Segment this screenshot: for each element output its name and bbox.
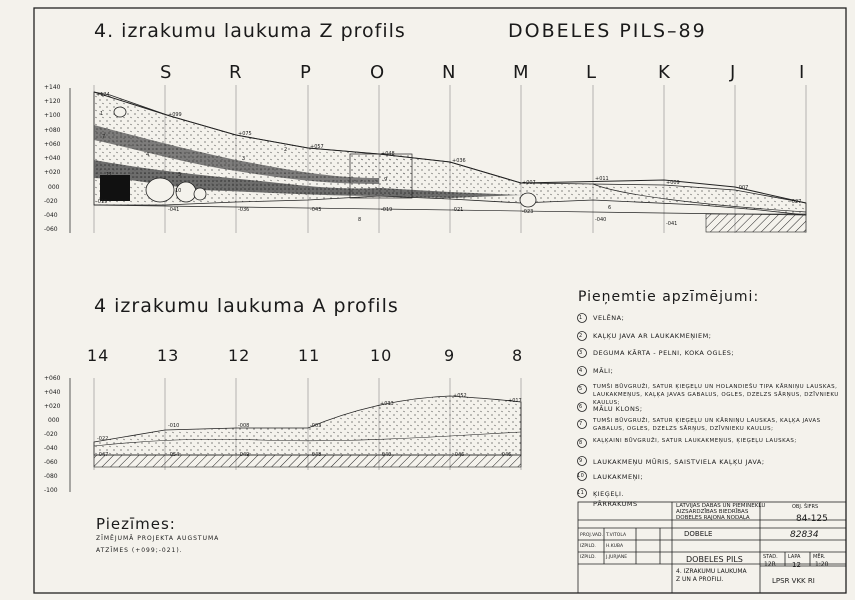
layer-number: 2 <box>284 147 288 153</box>
profile-z-black-block <box>100 175 130 201</box>
elevation-mark: +033 <box>380 401 394 407</box>
city: DOBELE <box>684 530 713 538</box>
legend-num: 2 <box>579 333 583 339</box>
y-tick: +020 <box>44 169 61 176</box>
layer-number: 3 <box>242 156 246 162</box>
elevation-mark: +011 <box>595 176 609 182</box>
column-letter: K <box>658 62 671 83</box>
legend-item: MĀLI; <box>593 367 614 375</box>
elevation-mark: -021 <box>452 207 464 213</box>
column-letter: O <box>370 62 386 83</box>
y-tick: -060 <box>44 459 58 466</box>
elevation-mark: -027 <box>790 199 802 205</box>
profile-z <box>70 85 806 233</box>
org-line: AIZSARDZĪBAS BIEDRĪBAS <box>676 509 749 515</box>
profile-z-title: 4. izrakumu laukuma Z profils <box>94 20 406 42</box>
legend-item: ĶIEĢEĻI. <box>593 490 625 498</box>
column-number: 9 <box>444 346 456 365</box>
inventory-number: 82834 <box>790 530 819 540</box>
column-number: 8 <box>512 346 524 365</box>
y-tick: 000 <box>48 184 60 191</box>
column-letter: R <box>229 62 243 83</box>
elevation-mark: +075 <box>238 131 252 137</box>
org-line: DOBELES RAJONA NODAĻA <box>676 515 750 521</box>
layer-number: 11 <box>106 172 113 178</box>
y-tick: +040 <box>44 389 61 396</box>
layer-number: 7 <box>102 134 106 140</box>
stage-value: 12R <box>764 561 776 568</box>
layer-number: 5 <box>178 172 182 178</box>
legend-item: TUMŠI BŪVGRUŽI, SATUR ĶIEĢEĻU UN HOLANDIEŠU TIPA KĀRNIŅU LAUSKAS, LAUKAKMEŅUS, KAĻĶA JAVAS GABALUS, OGLES, DZELZS SĀRŅUS, DZĪVNIEKU KAULUS; <box>593 384 839 406</box>
sheet-value: 12 <box>792 561 801 569</box>
profile-z-wall <box>350 154 412 198</box>
column-number: 12 <box>228 346 251 365</box>
legend-item: DEGUMA KĀRTA - PELNI, KOKA OGLES; <box>593 349 735 357</box>
elevation-mark: +048 <box>381 151 395 157</box>
y-tick: +120 <box>44 98 61 105</box>
legend-item: PĀRRAKUMS <box>593 500 638 508</box>
column-letter: M <box>513 62 530 83</box>
role-label: PROJ.VAD. <box>580 533 603 538</box>
role-name: T.VITOLA <box>606 533 627 538</box>
column-letter: I <box>799 62 806 83</box>
column-number: 14 <box>87 346 110 365</box>
elevation-mark: -049 <box>238 452 250 458</box>
column-number: 10 <box>370 346 393 365</box>
elevation-mark: +124 <box>96 92 110 98</box>
column-letter: L <box>586 62 598 83</box>
elevation-mark: -022 <box>97 436 109 442</box>
elevation-mark: -054 <box>168 452 180 458</box>
elevation-mark: -043 <box>310 207 322 213</box>
scale-label: MĒR. <box>813 554 826 560</box>
sheet-label: LAPA <box>788 554 801 560</box>
elevation-mark: -041 <box>666 221 678 227</box>
legend-num: 9 <box>579 458 583 464</box>
legend-num: 4 <box>579 368 583 374</box>
legend-item: MĀLU KLONS; <box>593 405 643 413</box>
profile-a-fill <box>94 396 521 455</box>
elevation-mark: -040 <box>380 452 392 458</box>
elevation-mark: -046 <box>453 452 465 458</box>
y-tick: +140 <box>44 84 61 91</box>
legend-num: 7 <box>579 421 583 427</box>
elevation-mark: -036 <box>238 207 250 213</box>
elevation-mark: +007 <box>522 180 536 186</box>
role-label: IZPILD. <box>580 555 596 560</box>
layer-number: 10 <box>175 188 182 194</box>
profile-z-hatch <box>706 214 806 232</box>
elevation-mark: -007 <box>737 185 749 191</box>
y-tick: 000 <box>48 417 60 424</box>
note-line: ATZĪMES (+099;-021). <box>96 547 183 554</box>
y-tick: -040 <box>44 445 58 452</box>
y-tick: -100 <box>44 487 58 494</box>
legend-num: 8 <box>579 440 583 446</box>
office: LPSR VKK RI <box>772 577 815 585</box>
y-tick: -080 <box>44 473 58 480</box>
y-tick: -040 <box>44 212 58 219</box>
note-line: ZĪMĒJUMĀ PROJEKTA AUGSTUMA <box>96 535 220 542</box>
layer-number: 8 <box>358 217 362 223</box>
object-name: DOBELES PILS <box>686 555 743 564</box>
site-title: DOBELES PILS–89 <box>508 20 707 42</box>
legend-item: KAĻĶAINI BŪVGRUŽI, SATUR LAUKAKMEŅUS, ĶIEĢEĻU LAUSKAS; <box>593 438 797 444</box>
y-tick: +020 <box>44 403 61 410</box>
elevation-mark: -047 <box>97 452 109 458</box>
legend-num: 5 <box>579 386 583 392</box>
elevation-mark: +036 <box>452 158 466 164</box>
elevation-mark: -048 <box>310 452 322 458</box>
elevation-mark: -019 <box>381 207 393 213</box>
elevation-mark: -010 <box>168 423 180 429</box>
elevation-mark: +009 <box>666 180 680 186</box>
profile-a-title: 4 izrakumu laukuma A profils <box>94 295 399 317</box>
sheet-desc: Z UN A PROFILI. <box>676 576 724 583</box>
role-label: IZPILD. <box>580 544 596 549</box>
elevation-mark: -046 <box>500 452 512 458</box>
y-tick: +080 <box>44 127 61 134</box>
column-letter: J <box>730 62 737 83</box>
legend-num: 3 <box>579 350 583 356</box>
legend-num: 1 <box>579 315 583 321</box>
layer-number: 4 <box>146 152 150 158</box>
layer-number: 9 <box>384 177 388 183</box>
elevation-mark: -019 <box>96 199 108 205</box>
y-tick: -020 <box>44 431 58 438</box>
layer-number: 6 <box>608 205 612 211</box>
sheet-desc: 4. IZRAKUMU LAUKUMA <box>676 568 747 575</box>
column-letter: P <box>300 62 312 83</box>
elevation-mark: +052 <box>453 393 467 399</box>
legend-num: 11 <box>577 490 585 496</box>
elevation-mark: +057 <box>310 144 324 150</box>
legend-item: LAUKAKMEŅU MŪRIS, SAISTVIELA KAĻĶU JAVA; <box>593 458 765 466</box>
org-line: LATVIJAS DABAS UN PIEMINEKĻU <box>676 503 766 509</box>
role-name: J.JURJANE <box>606 555 628 560</box>
column-letter: S <box>160 62 173 83</box>
notes-title: Piezīmes: <box>96 515 176 533</box>
legend-item: LAUKAKMEŅI; <box>593 473 644 481</box>
legend-title: Pieņemtie apzīmējumi: <box>578 289 760 305</box>
column-letter: N <box>442 62 457 83</box>
y-tick: +060 <box>44 375 61 382</box>
y-tick: -020 <box>44 198 58 205</box>
legend-item: KAĻĶU JAVA AR LAUKAKMEŅIEM; <box>593 332 712 340</box>
code-label: OBJ. ŠIFRS <box>792 504 819 510</box>
y-tick: -060 <box>44 226 58 233</box>
elevation-mark: -023 <box>522 209 534 215</box>
legend-num: 6 <box>579 404 583 410</box>
object-code: 84-125 <box>796 514 828 524</box>
elevation-mark: -008 <box>238 423 250 429</box>
legend-item: VELĒNA; <box>593 314 625 322</box>
legend-item: TUMŠI BŪVGRUŽI, SATUR ĶIEĢEĻU UN KĀRNIŅU LAUSKAS, KAĻĶA JAVAS GABALUS, OGLES, DZELZS SĀRŅUS, DZĪVNIEKU KAULUS; <box>593 418 821 432</box>
elevation-mark: -003 <box>310 423 322 429</box>
y-tick: +060 <box>44 141 61 148</box>
y-tick: +040 <box>44 155 61 162</box>
elevation-mark: -041 <box>168 207 180 213</box>
scale-value: 1:20 <box>815 561 829 568</box>
layer-number: 1 <box>100 111 104 117</box>
elevation-mark: +099 <box>168 112 182 118</box>
column-number: 11 <box>298 346 321 365</box>
legend-num: 10 <box>577 473 585 479</box>
elevation-mark: +017 <box>508 398 522 404</box>
column-number: 13 <box>157 346 180 365</box>
stage-label: STAD. <box>763 554 778 560</box>
elevation-mark: -040 <box>595 217 607 223</box>
y-tick: +100 <box>44 112 61 119</box>
role-name: H.KUBA <box>606 544 624 549</box>
